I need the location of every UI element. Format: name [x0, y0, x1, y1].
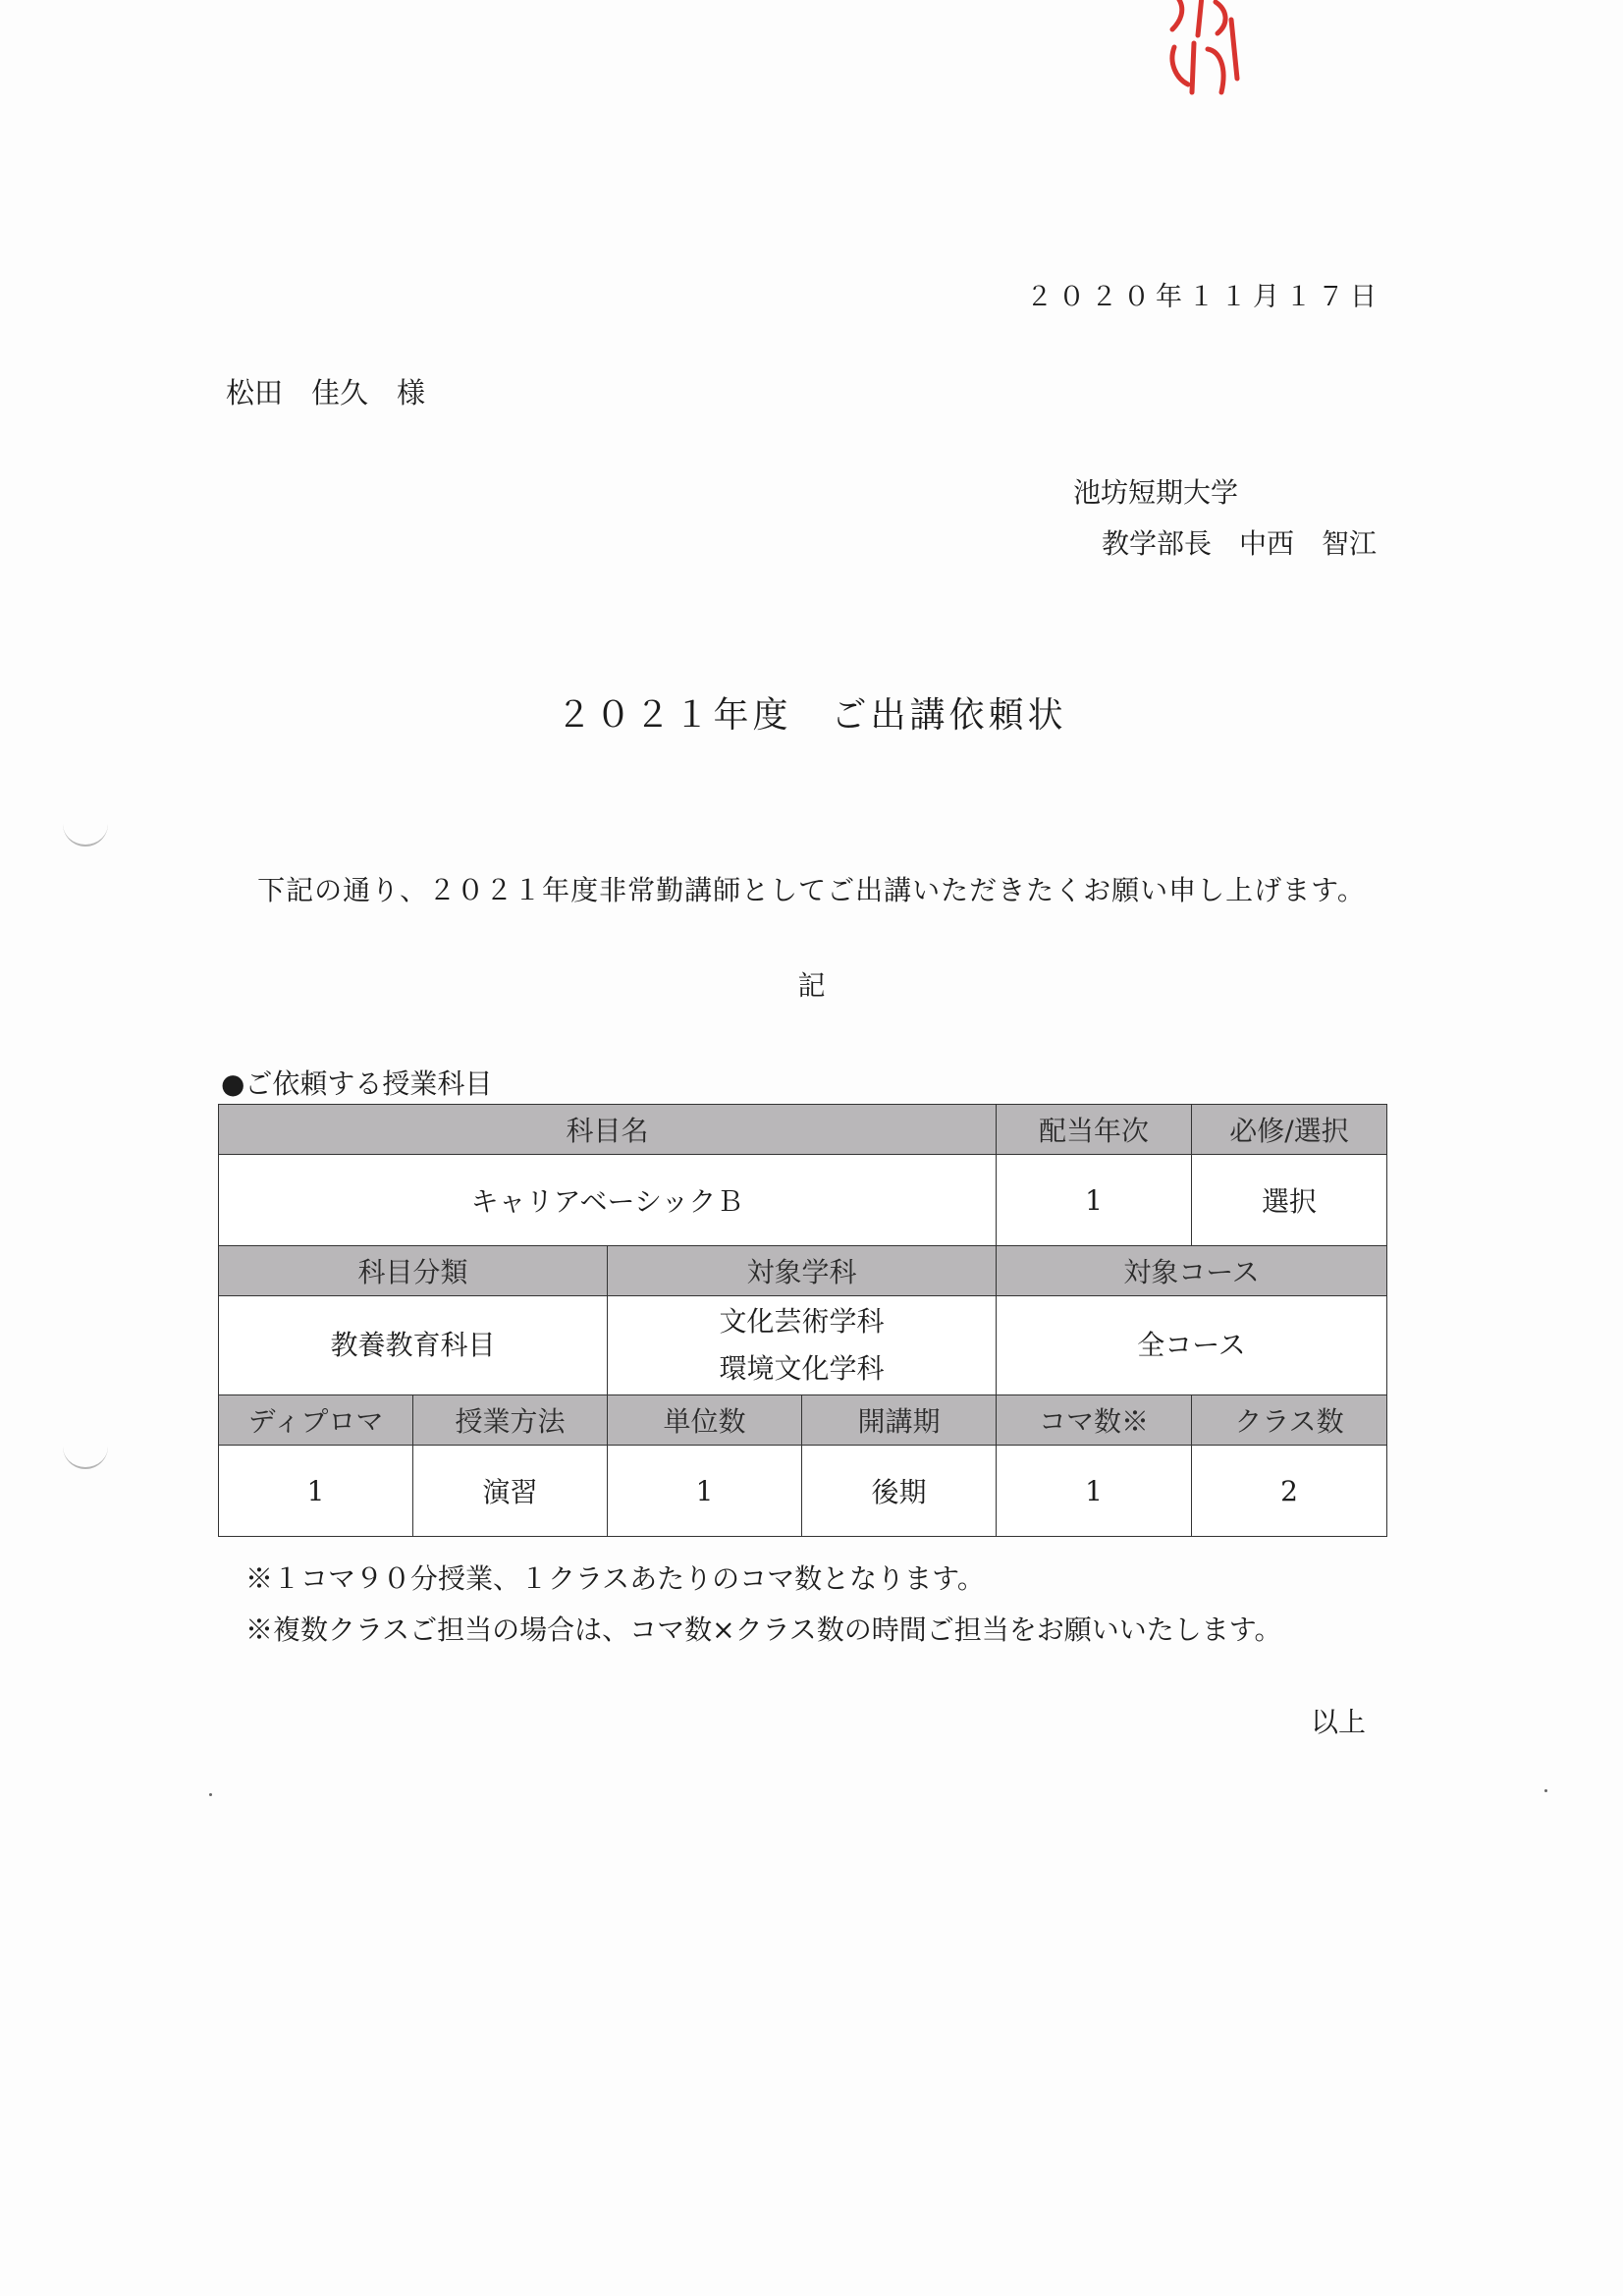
header-year: 配当年次 — [997, 1105, 1192, 1155]
department-2: 環境文化学科 — [719, 1352, 885, 1385]
red-seal-stamp — [1159, 0, 1247, 108]
table-row — [219, 1395, 1387, 1446]
table-row — [219, 1446, 1387, 1537]
header-classes: クラス数 — [1192, 1395, 1387, 1446]
scan-speck — [209, 1793, 212, 1796]
document-date: ２０２０年１１月１７日 — [1026, 282, 1382, 312]
table-row — [219, 1296, 1387, 1395]
table-row — [219, 1155, 1387, 1246]
scan-speck — [1544, 1789, 1547, 1792]
header-periods: コマ数※ — [997, 1395, 1192, 1446]
cell-category: 教養教育科目 — [219, 1296, 608, 1395]
closing-text: 以上 — [1310, 1706, 1366, 1738]
header-department: 対象学科 — [608, 1246, 997, 1296]
recipient-name: 松田 佳久 様 — [226, 376, 426, 410]
header-credits: 単位数 — [608, 1395, 802, 1446]
department-1: 文化芸術学科 — [719, 1305, 885, 1338]
table-row — [219, 1105, 1387, 1155]
sender-organization: 池坊短期大学 — [1073, 476, 1239, 509]
punch-hole-bottom — [63, 1440, 108, 1469]
header-required-elective: 必修/選択 — [1192, 1105, 1387, 1155]
cell-periods: 1 — [997, 1446, 1192, 1537]
document-title: ２０２１年度 ご出講依頼状 — [556, 695, 1067, 736]
sender-signer: 教学部長 中西 智江 — [1102, 527, 1378, 560]
subject-table — [218, 1104, 1387, 1537]
section-label: ●ご依頼する授業科目 — [221, 1067, 493, 1100]
cell-year: 1 — [997, 1155, 1192, 1246]
ki-marker: 記 — [797, 969, 826, 1002]
cell-required-elective: 選択 — [1192, 1155, 1387, 1246]
header-method: 授業方法 — [413, 1395, 608, 1446]
header-term: 開講期 — [802, 1395, 997, 1446]
note-line: ※複数クラスご担当の場合は、コマ数×クラス数の時間ご担当をお願いいたします。 — [245, 1613, 1282, 1646]
header-category: 科目分類 — [219, 1246, 608, 1296]
header-subject-name: 科目名 — [219, 1105, 997, 1155]
cell-course: 全コース — [997, 1296, 1387, 1395]
cell-method: 演習 — [413, 1446, 608, 1537]
table-row — [219, 1246, 1387, 1296]
header-diploma: ディプロマ — [219, 1395, 413, 1446]
notes-block — [245, 1554, 1282, 1656]
cell-credits: 1 — [608, 1446, 802, 1537]
cell-diploma: 1 — [219, 1446, 413, 1537]
header-course: 対象コース — [997, 1246, 1387, 1296]
cell-term: 後期 — [802, 1446, 997, 1537]
note-line: ※１コマ９０分授業、１クラスあたりのコマ数となります。 — [245, 1562, 985, 1595]
cell-subject-name: キャリアベーシックＢ — [219, 1155, 997, 1246]
cell-departments — [608, 1296, 997, 1395]
intro-text: 下記の通り、２０２１年度非常勤講師としてご出講いただきたくお願い申し上げます。 — [257, 874, 1366, 906]
punch-hole-top — [63, 817, 108, 847]
cell-classes: 2 — [1192, 1446, 1387, 1537]
